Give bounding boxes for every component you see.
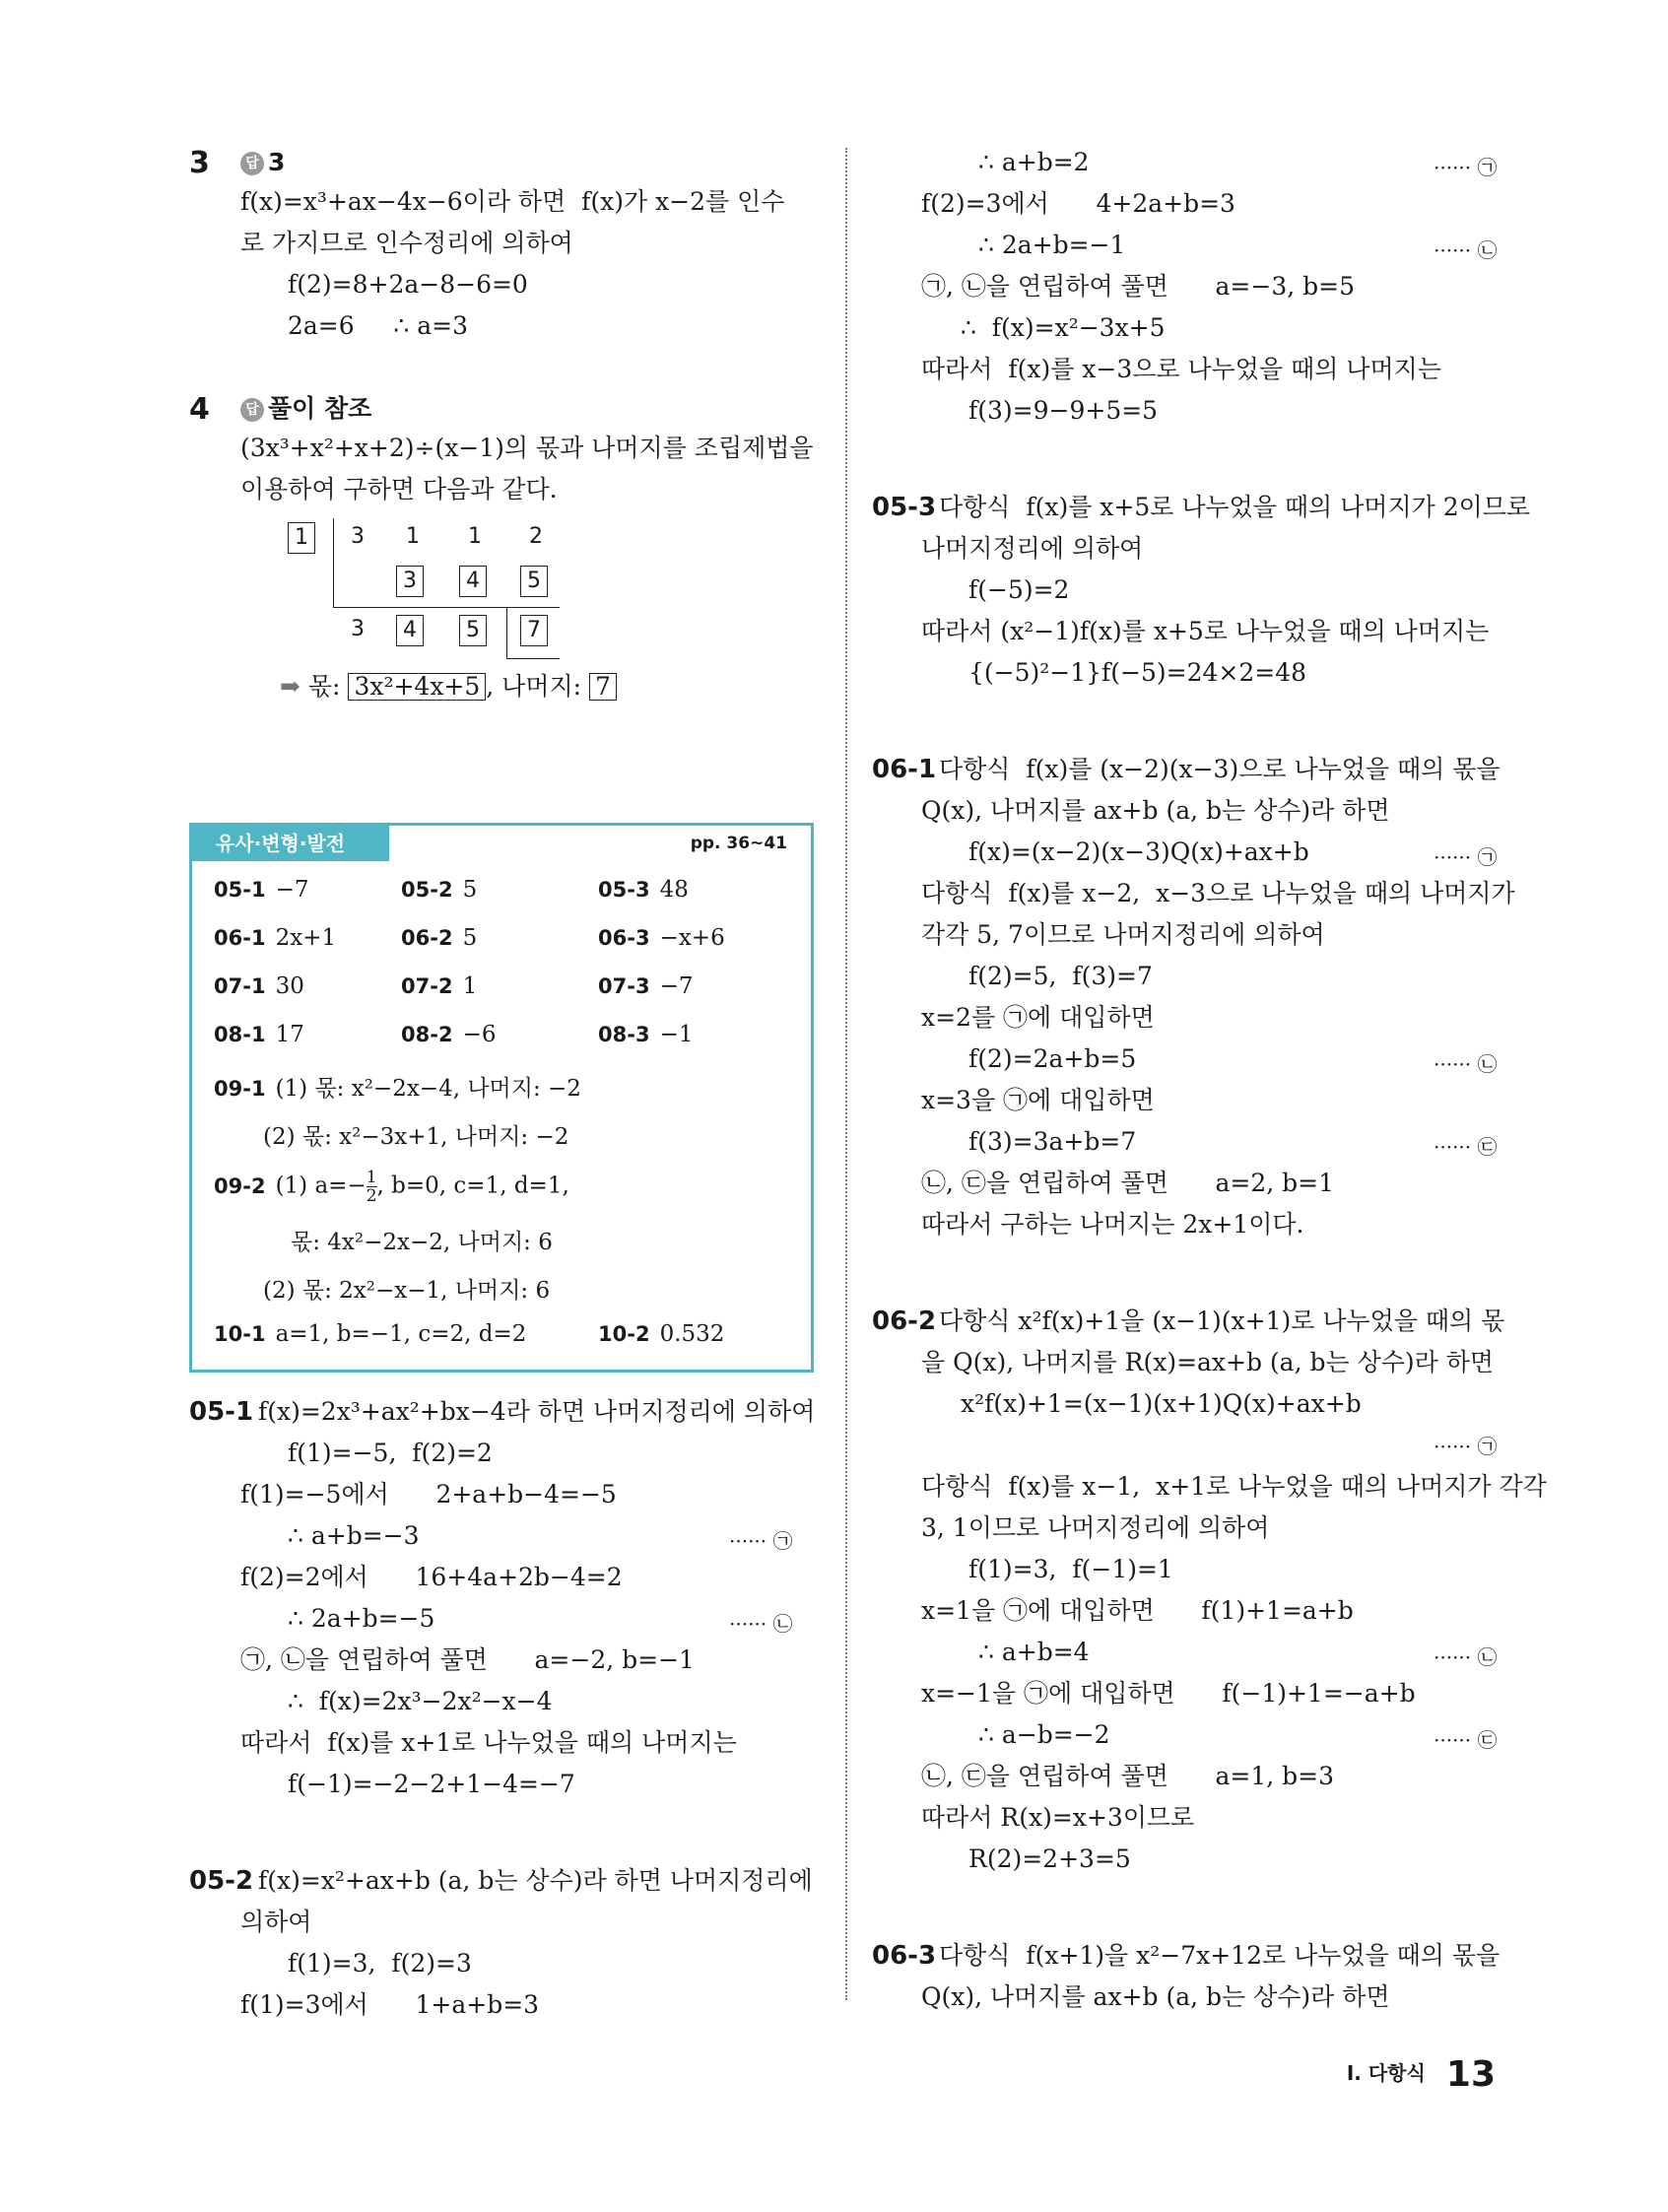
text-line: x=2를 ㉠에 대입하면: [921, 1003, 1155, 1032]
equation: f(2)=2에서 16+4a+2b−4=2: [240, 1563, 623, 1591]
equation-mark: ······ ㉠: [1434, 156, 1498, 179]
chapter-label: Ⅰ. 다항식: [1346, 2061, 1426, 2085]
equation: f(3)=3a+b=7: [968, 1127, 1137, 1156]
text-line: ㉠, ㉡을 연립하여 풀면 a=−2, b=−1: [240, 1645, 695, 1674]
equation: ∴ a+b=2: [978, 148, 1090, 176]
text-line: x=3을 ㉠에 대입하면: [921, 1086, 1155, 1114]
answer-item: 09-1 (1) 몫: x²−2x−4, 나머지: −2: [214, 1076, 581, 1102]
text-line: 다항식 f(x)를 x+5로 나누었을 때의 나머지가 2이므로: [939, 493, 1531, 521]
equation: f(−5)=2: [968, 575, 1070, 604]
answer-item: 07-2 1: [401, 973, 478, 999]
coef: 1: [468, 524, 482, 549]
text-line: x=−1을 ㉠에 대입하면 f(−1)+1=−a+b: [921, 1679, 1416, 1708]
text-line: f(x)=x²+ax+b (a, b는 상수)라 하면 나머지정리에: [258, 1866, 813, 1895]
quotient-label: 몫:: [307, 672, 341, 701]
equation: f(1)=−5, f(2)=2: [288, 1439, 493, 1467]
text-line: 로 가지므로 인수정리에 의하여: [240, 229, 573, 257]
equation: f(2)=3에서 4+2a+b=3: [921, 189, 1235, 218]
answer-item: 07-1 30: [214, 973, 304, 999]
arrow-icon: ➡: [280, 672, 300, 701]
answer-item: 06-2 5: [401, 925, 478, 951]
text-line: 다항식 f(x)를 (x−2)(x−3)으로 나누었을 때의 몫을: [939, 755, 1501, 783]
box-title: 유사·변형·발전: [192, 826, 389, 861]
problem-number: 3: [189, 146, 210, 180]
answer-item: 05-3 48: [598, 877, 689, 903]
equation: f(2)=8+2a−8−6=0: [288, 270, 528, 299]
solution-label: 06-3: [872, 1941, 937, 1971]
page-footer: [1347, 2054, 1496, 2095]
text-line: 다항식 f(x+1)을 x²−7x+12로 나누었을 때의 몫을: [939, 1941, 1501, 1970]
equation-mark: ······ ㉠: [1434, 1435, 1498, 1458]
text-line: 다항식 f(x)를 x−1, x+1로 나누었을 때의 나머지가 각각: [921, 1472, 1547, 1501]
answer-item: (2) 몫: x²−3x+1, 나머지: −2: [263, 1124, 569, 1150]
text-line: 3, 1이므로 나머지정리에 의하여: [921, 1513, 1270, 1542]
equation-mark: ······ ㉢: [1434, 1135, 1498, 1159]
text-line: 따라서 (x²−1)f(x)를 x+5로 나누었을 때의 나머지는: [921, 617, 1490, 645]
answer-label: [240, 148, 285, 177]
equation: f(1)=3, f(2)=3: [288, 1949, 472, 1977]
text-line: 이용하여 구하면 다음과 같다.: [240, 475, 558, 503]
equation-mark: ······ ㉡: [1434, 238, 1498, 262]
equation: f(1)=3, f(−1)=1: [968, 1555, 1173, 1583]
text-line: ㉡, ㉢을 연립하여 풀면 a=1, b=3: [921, 1762, 1335, 1790]
answer-value: 3: [268, 148, 286, 176]
text-line: (3x³+x²+x+2)÷(x−1)의 몫과 나머지를 조립제법을: [240, 434, 814, 462]
text-line: 의하여: [240, 1908, 312, 1936]
equation: f(3)=9−9+5=5: [968, 396, 1159, 425]
solution-label: 05-3: [872, 493, 937, 522]
division-bar: [333, 518, 334, 607]
equation: f(2)=2a+b=5: [968, 1044, 1137, 1073]
equation: x²f(x)+1=(x−1)(x+1)Q(x)+ax+b: [961, 1389, 1362, 1418]
equation: R(2)=2+3=5: [968, 1844, 1131, 1873]
equation: ∴ f(x)=2x³−2x²−x−4: [288, 1687, 553, 1715]
text-line: x=1을 ㉠에 대입하면 f(1)+1=a+b: [921, 1596, 1354, 1625]
equation: 2a=6 ∴ a=3: [288, 311, 469, 340]
remainder-bar: [506, 607, 507, 658]
answer-label: [240, 394, 371, 424]
answer-item: 몫: 4x²−2x−2, 나머지: 6: [291, 1230, 553, 1255]
coef-box: 5: [459, 615, 487, 646]
text-line: 다항식 x²f(x)+1을 (x−1)(x+1)로 나누었을 때의 몫: [939, 1307, 1505, 1335]
text-line: 나머지정리에 의하여: [921, 534, 1144, 563]
equation-mark: ······ ㉢: [1434, 1728, 1498, 1752]
text-line: Q(x), 나머지를 ax+b (a, b는 상수)라 하면: [921, 796, 1390, 825]
equation-mark: ······ ㉡: [1434, 1645, 1498, 1669]
answer-item: 08-3 −1: [598, 1022, 694, 1047]
solution-label: 06-1: [872, 755, 937, 784]
column-divider: [845, 148, 847, 2000]
answer-icon: 답: [240, 398, 264, 422]
problem-number: 4: [189, 392, 210, 427]
remainder-line: [506, 658, 560, 659]
quotient-box: 3x²+4x+5: [348, 673, 486, 701]
equation: f(2)=5, f(3)=7: [968, 962, 1153, 990]
equation-mark: ······ ㉡: [1434, 1052, 1498, 1076]
answer-item: 07-3 −7: [598, 973, 694, 999]
answer-item: 10-1 a=1, b=−1, c=2, d=2: [214, 1321, 527, 1347]
text-line: ㉡, ㉢을 연립하여 풀면 a=2, b=1: [921, 1169, 1335, 1197]
answer-item: 06-1 2x+1: [214, 925, 337, 951]
answer-item: 08-1 17: [214, 1022, 304, 1047]
equation-mark: ······ ㉠: [729, 1529, 793, 1553]
text-line: 다항식 f(x)를 x−2, x−3으로 나누었을 때의 나머지가: [921, 879, 1515, 907]
equation: ∴ 2a+b=−5: [288, 1604, 435, 1633]
answer-value: 풀이 참조: [268, 394, 372, 423]
coef-box: 7: [520, 615, 548, 646]
answer-item: 05-1 −7: [214, 877, 309, 903]
text-line: 따라서 f(x)를 x+1로 나누었을 때의 나머지는: [240, 1728, 737, 1757]
equation: ∴ a+b=−3: [288, 1521, 420, 1550]
equation: ∴ 2a+b=−1: [978, 231, 1126, 259]
text-line: f(x)=x³+ax−4x−6이라 하면 f(x)가 x−2를 인수: [240, 187, 785, 216]
text-line: 따라서 f(x)를 x−3으로 나누었을 때의 나머지는: [921, 355, 1441, 383]
coef: 3: [351, 524, 365, 549]
answer-item: 09-2 (1) a=− $\frac{1}{2}$ , b=0, c=1, d=1,: [214, 1168, 569, 1206]
text-line: 각각 5, 7이므로 나머지정리에 의하여: [921, 920, 1325, 949]
answer-icon: 답: [240, 152, 264, 175]
solution-label: 05-2: [189, 1866, 254, 1896]
answer-item: (2) 몫: 2x²−x−1, 나머지: 6: [263, 1278, 551, 1304]
equation: ∴ a+b=4: [978, 1638, 1090, 1666]
division-line: [333, 607, 560, 608]
equation: {(−5)²−1}f(−5)=24×2=48: [968, 658, 1307, 687]
equation: f(x)=(x−2)(x−3)Q(x)+ax+b: [968, 838, 1309, 866]
equation-mark: ······ ㉠: [1434, 845, 1498, 869]
remainder-box: 7: [589, 673, 617, 701]
equation: f(1)=−5에서 2+a+b−4=−5: [240, 1480, 617, 1508]
answer-item: 06-3 −x+6: [598, 925, 725, 951]
text-line: 따라서 R(x)=x+3이므로: [921, 1803, 1195, 1832]
coef: 3: [351, 617, 365, 641]
equation: f(−1)=−2−2+1−4=−7: [288, 1770, 575, 1798]
coef: 1: [406, 524, 420, 549]
coef-box: 4: [459, 566, 487, 597]
answer-item: 10-2 0.532: [598, 1321, 725, 1347]
coef: 2: [529, 524, 543, 549]
coef-box: 5: [520, 566, 548, 597]
text-line: Q(x), 나머지를 ax+b (a, b는 상수)라 하면: [921, 1982, 1390, 2011]
text-line: ㉠, ㉡을 연립하여 풀면 a=−3, b=5: [921, 272, 1355, 301]
solution-label: 06-2: [872, 1307, 937, 1336]
equation: ∴ f(x)=x²−3x+5: [961, 313, 1166, 342]
divisor-box: 1: [288, 522, 315, 554]
answer-item: 05-2 5: [401, 877, 478, 903]
equation: ∴ a−b=−2: [978, 1720, 1110, 1749]
division-result: [280, 672, 617, 702]
equation-mark: ······ ㉡: [729, 1612, 793, 1636]
box-page-range: pp. 36~41: [690, 834, 787, 853]
remainder-label: , 나머지:: [486, 672, 582, 701]
text-line: f(x)=2x³+ax²+bx−4라 하면 나머지정리에 의하여: [258, 1397, 816, 1426]
text-line: 따라서 구하는 나머지는 2x+1이다.: [921, 1210, 1304, 1239]
answer-summary-box: [189, 823, 814, 1373]
solution-label: 05-1: [189, 1397, 254, 1427]
coef-box: 4: [396, 615, 424, 646]
fraction: $\frac{1}{2}$: [366, 1168, 377, 1206]
page-number: 13: [1445, 2054, 1496, 2095]
answer-item: 08-2 −6: [401, 1022, 497, 1047]
equation: f(1)=3에서 1+a+b=3: [240, 1990, 540, 2019]
text-line: 을 Q(x), 나머지를 R(x)=ax+b (a, b는 상수)라 하면: [921, 1348, 1495, 1376]
coef-box: 3: [396, 566, 424, 597]
